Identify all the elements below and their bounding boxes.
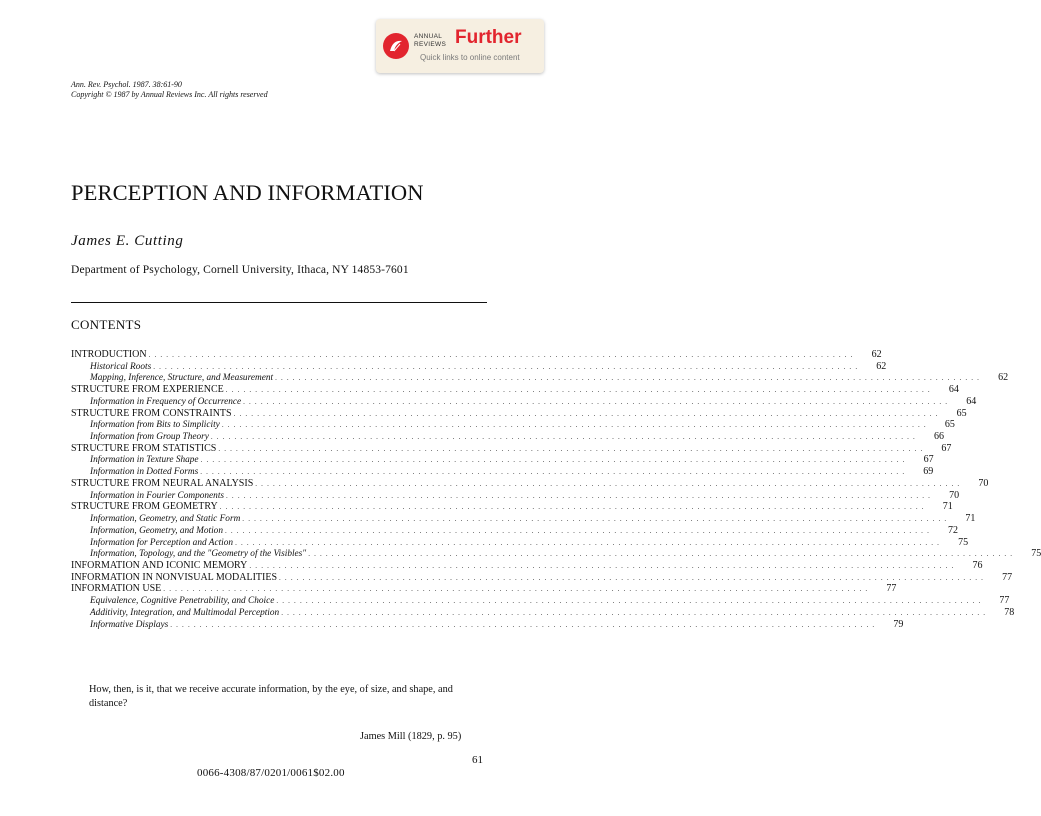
page-number: 61 xyxy=(472,754,483,766)
toc-page-number: 75 xyxy=(1031,548,1041,560)
toc-label: Information, Geometry, and Motion xyxy=(90,525,223,536)
toc-leader-dots: . . . . . . . . . . . . . . . . . . . . . . . . . . . . . . . . . . . . . . . . . . . . . . . . . . . . . . . . . . . . . . . . . . . . . . . . . . . . . . . . . . . . . . . . . . . . . . . . . . . . . . . . . . . . . . . . . . . . . . . . xyxy=(233,409,939,418)
toc-leader-dots: . . . . . . . . . . . . . . . . . . . . . . . . . . . . . . . . . . . . . . . . . . . . . . . . . . . . . . . . . . . . . . . . . . . . . . . . . . . . . . . . . . . . . . . . . . . . . . . . . . . . . . . . . . . . . . . . . . . . . . . . xyxy=(235,538,941,547)
toc-page-number: 64 xyxy=(948,384,959,396)
toc-label: Information from Bits to Simplicity xyxy=(90,420,220,431)
toc-page-number: 75 xyxy=(958,536,969,548)
toc-leader-dots: . . . . . . . . . . . . . . . . . . . . . . . . . . . . . . . . . . . . . . . . . . . . . . . . . . . . . . . . . . . . . . . . . . . . . . . . . . . . . . . . . . . . . . . . . . . . . . . . . . . . . . . . . . . . . . . . . . . . . . . . xyxy=(221,421,927,430)
toc-leader-dots: . . . . . . . . . . . . . . . . . . . . . . . . . . . . . . . . . . . . . . . . . . . . . . . . . . . . . . . . . . . . . . . . . . . . . . . . . . . . . . . . . . . . . . . . . . . . . . . . . . . . . . . . . . . . . . . . . . . . . . . . xyxy=(281,608,987,617)
toc-leader-dots: . . . . . . . . . . . . . . . . . . . . . . . . . . . . . . . . . . . . . . . . . . . . . . . . . . . . . . . . . . . . . . . . . . . . . . . . . . . . . . . . . . . . . . . . . . . . . . . . . . . . . . . . . . . . . . . . . . . . . . . . xyxy=(218,444,924,453)
toc-leader-dots: . . . . . . . . . . . . . . . . . . . . . . . . . . . . . . . . . . . . . . . . . . . . . . . . . . . . . . . . . . . . . . . . . . . . . . . . . . . . . . . . . . . . . . . . . . . . . . . . . . . . . . . . . . . . . . . . . . . . . . . . xyxy=(224,526,931,535)
author-name: James E. Cutting xyxy=(71,233,184,249)
toc-leader-dots: . . . . . . . . . . . . . . . . . . . . . . . . . . . . . . . . . . . . . . . . . . . . . . . . . . . . . . . . . . . . . . . . . . . . . . . . . . . . . . . . . . . . . . . . . . . . . . . . . . . . . . . . . . . . . . . . . . . . . . . . xyxy=(170,620,876,629)
citation-line-1: Ann. Rev. Psychol. 1987. 38:61-90 xyxy=(71,80,182,89)
toc-label: INFORMATION IN NONVISUAL MODALITIES xyxy=(71,571,278,583)
toc-subsection[interactable] xyxy=(71,536,969,549)
toc-leader-dots: . . . . . . . . . . . . . . . . . . . . . . . . . . . . . . . . . . . . . . . . . . . . . . . . . . . . . . . . . . . . . . . . . . . . . . . . . . . . . . . . . . . . . . . . . . . . . . . . . . . . . . . . . . . . . . . . . . . . . . . . xyxy=(243,397,949,406)
toc-label: Mapping, Inference, Structure, and Measurement xyxy=(90,373,274,384)
toc-page-number: 76 xyxy=(972,559,983,571)
epigraph-quote: How, then, is it, that we receive accurate information, by the eye, of size, and shape, and distance? xyxy=(89,684,453,709)
toc-page-number: 72 xyxy=(948,524,959,536)
toc-page-number: 70 xyxy=(949,489,960,501)
toc-section[interactable] xyxy=(71,384,959,396)
toc-subsection[interactable] xyxy=(71,618,904,631)
contents-heading: CONTENTS xyxy=(71,317,142,332)
toc-subsection[interactable] xyxy=(71,489,960,502)
annual-reviews-logo-icon xyxy=(383,33,409,59)
table-of-contents xyxy=(71,349,1041,630)
toc-label: Additivity, Integration, and Multimodal Perception xyxy=(90,607,280,618)
toc-page-number: 67 xyxy=(923,454,934,466)
toc-label: Historical Roots xyxy=(90,361,152,372)
toc-page-number: 67 xyxy=(941,442,952,454)
toc-subsection[interactable] xyxy=(71,548,1041,560)
toc-label: Information, Topology, and the "Geometry of the Visibles" xyxy=(90,549,307,560)
toc-label: Informative Displays xyxy=(90,619,169,630)
toc-page-number: 65 xyxy=(956,407,967,419)
toc-label: Information in Dotted Forms xyxy=(90,467,199,478)
toc-label: INTRODUCTION xyxy=(71,349,147,360)
toc-page-number: 71 xyxy=(942,501,953,513)
toc-leader-dots: . . . . . . . . . . . . . . . . . . . . . . . . . . . . . . . . . . . . . . . . . . . . . . . . . . . . . . . . . . . . . . . . . . . . . . . . . . . . . . . . . . . . . . . . . . . . . . . . . . . . . . . . . . . . . . . . . . . . . . . . xyxy=(200,456,906,465)
toc-page-number: 77 xyxy=(886,583,897,595)
article-title: PERCEPTION AND INFORMATION xyxy=(71,180,424,205)
divider xyxy=(71,302,487,303)
toc-page-number: 77 xyxy=(999,595,1010,607)
toc-page-number: 69 xyxy=(923,466,934,478)
toc-page-number: 79 xyxy=(893,618,904,630)
toc-page-number: 71 xyxy=(965,513,976,525)
toc-leader-dots: . . . . . . . . . . . . . . . . . . . . . . . . . . . . . . . . . . . . . . . . . . . . . . . . . . . . . . . . . . . . . . . . . . . . . . . . . . . . . . . . . . . . . . . . . . . . . . . . . . . . . . . . . . . . . . . . . . . . . . . . xyxy=(249,561,955,570)
toc-subsection[interactable] xyxy=(71,372,1009,384)
toc-subsection[interactable] xyxy=(71,595,1010,607)
toc-page-number: 70 xyxy=(978,477,989,489)
toc-label: Information in Fourier Components xyxy=(90,490,225,501)
toc-leader-dots: . . . . . . . . . . . . . . . . . . . . . . . . . . . . . . . . . . . . . . . . . . . . . . . . . . . . . . . . . . . . . . . . . . . . . . . . . . . . . . . . . . . . . . . . . . . . . . . . . . . . . . . . . . . . . . . . . . . . . . . . xyxy=(219,503,925,512)
toc-subsection[interactable] xyxy=(71,606,1015,619)
toc-label: Information, Geometry, and Static Form xyxy=(90,514,241,525)
toc-subsection[interactable] xyxy=(71,513,976,525)
toc-section[interactable] xyxy=(71,442,952,455)
author-affiliation: Department of Psychology, Cornell University, Ithaca, NY 14853-7601 xyxy=(71,264,409,276)
toc-leader-dots: . . . . . . . . . . . . . . . . . . . . . . . . . . . . . . . . . . . . . . . . . . . . . . . . . . . . . . . . . . . . . . . . . . . . . . . . . . . . . . . . . . . . . . . . . . . . . . . . . . . . . . . . . . . . . . . . . . . . . . . . xyxy=(225,386,931,395)
toc-label: Information in Frequency of Occurrence xyxy=(90,396,242,407)
toc-label: STRUCTURE FROM GEOMETRY xyxy=(71,501,218,513)
toc-leader-dots: . . . . . . . . . . . . . . . . . . . . . . . . . . . . . . . . . . . . . . . . . . . . . . . . . . . . . . . . . . . . . . . . . . . . . . . . . . . . . . . . . . . . . . . . . . . . . . . . . . . . . . . . . . . . . . . . . . . . . . . . xyxy=(210,433,916,442)
toc-leader-dots: . . . . . . . . . . . . . . . . . . . . . . . . . . . . . . . . . . . . . . . . . . . . . . . . . . . . . . . . . . . . . . . . . . . . . . . . . . . . . . . . . . . . . . . . . . . . . . . . . . . . . . . . . . . . . . . . . . . . . . . . xyxy=(163,585,869,594)
toc-page-number: 62 xyxy=(871,349,882,360)
toc-section[interactable] xyxy=(71,477,989,490)
toc-leader-dots: . . . . . . . . . . . . . . . . . . . . . . . . . . . . . . . . . . . . . . . . . . . . . . . . . . . . . . . . . . . . . . . . . . . . . . . . . . . . . . . . . . . . . . . . . . . . . . . . . . . . . . . . . . . . . . . . . . . . . . . . xyxy=(275,374,981,383)
toc-label: STRUCTURE FROM STATISTICS xyxy=(71,442,217,454)
toc-leader-dots: . . . . . . . . . . . . . . . . . . . . . . . . . . . . . . . . . . . . . . . . . . . . . . . . . . . . . . . . . . . . . . . . . . . . . . . . . . . . . . . . . . . . . . . . . . . . . . . . . . . . . . . . . . . . . . . . . . . . . . . . xyxy=(255,479,961,488)
toc-subsection[interactable] xyxy=(71,431,944,443)
toc-label: Equivalence, Cognitive Penetrability, and Choice xyxy=(90,596,275,607)
toc-leader-dots: . . . . . . . . . . . . . . . . . . . . . . . . . . . . . . . . . . . . . . . . . . . . . . . . . . . . . . . . . . . . . . . . . . . . . . . . . . . . . . . . . . . . . . . . . . . . . . . . . . . . . . . . . . . . . . . . . . . . . . . . xyxy=(242,515,948,524)
toc-subsection[interactable] xyxy=(71,419,955,431)
toc-label: INFORMATION USE xyxy=(71,583,162,595)
toc-section[interactable] xyxy=(71,407,967,420)
toc-page-number: 66 xyxy=(933,431,944,443)
toc-page-number: 65 xyxy=(944,419,955,431)
further-banner[interactable] xyxy=(376,19,544,73)
toc-label: STRUCTURE FROM EXPERIENCE xyxy=(71,384,224,396)
toc-section[interactable] xyxy=(71,583,897,595)
toc-section[interactable] xyxy=(71,501,953,513)
toc-subsection[interactable] xyxy=(71,395,977,408)
journal-citation xyxy=(71,80,268,100)
price-code: 0066-4308/87/0201/0061$02.00 xyxy=(197,767,345,779)
toc-label: Information from Group Theory xyxy=(90,432,209,443)
toc-section[interactable] xyxy=(71,571,1013,584)
toc-label: STRUCTURE FROM CONSTRAINTS xyxy=(71,407,232,419)
toc-label: STRUCTURE FROM NEURAL ANALYSIS xyxy=(71,477,254,489)
toc-leader-dots: . . . . . . . . . . . . . . . . . . . . . . . . . . . . . . . . . . . . . . . . . . . . . . . . . . . . . . . . . . . . . . . . . . . . . . . . . . . . . . . . . . . . . . . . . . . . . . . . . . . . . . . . . . . . . . . . . . . . . . . . xyxy=(226,491,932,500)
toc-page-number: 64 xyxy=(966,395,977,407)
toc-subsection[interactable] xyxy=(71,454,934,466)
toc-label: Information for Perception and Action xyxy=(90,537,234,548)
toc-label: Information in Texture Shape xyxy=(90,455,199,466)
publisher-name: ANNUAL REVIEWS xyxy=(414,33,447,48)
citation-line-2: Copyright © 1987 by Annual Reviews Inc. All rights reserved xyxy=(71,90,268,99)
toc-label: INFORMATION AND ICONIC MEMORY xyxy=(71,559,248,571)
toc-page-number: 62 xyxy=(998,372,1009,384)
toc-page-number: 78 xyxy=(1004,606,1015,618)
toc-leader-dots: . . . . . . . . . . . . . . . . . . . . . . . . . . . . . . . . . . . . . . . . . . . . . . . . . . . . . . . . . . . . . . . . . . . . . . . . . . . . . . . . . . . . . . . . . . . . . . . . . . . . . . . . . . . . . . . . . . . . . . . . xyxy=(153,362,859,371)
further-tagline: Quick links to online content xyxy=(420,53,520,62)
toc-subsection[interactable] xyxy=(71,524,959,537)
toc-leader-dots: . . . . . . . . . . . . . . . . . . . . . . . . . . . . . . . . . . . . . . . . . . . . . . . . . . . . . . . . . . . . . . . . . . . . . . . . . . . . . . . . . . . . . . . . . . . . . . . . . . . . . . . . . . . . . . . . . . . . . . . . xyxy=(279,573,985,582)
toc-subsection[interactable] xyxy=(71,466,934,478)
toc-section[interactable] xyxy=(71,559,983,572)
toc-page-number: 62 xyxy=(876,360,887,372)
epigraph-attribution: James Mill (1829, p. 95) xyxy=(360,731,462,742)
toc-leader-dots: . . . . . . . . . . . . . . . . . . . . . . . . . . . . . . . . . . . . . . . . . . . . . . . . . . . . . . . . . . . . . . . . . . . . . . . . . . . . . . . . . . . . . . . . . . . . . . . . . . . . . . . . . . . . . . . . . . . . . . . . xyxy=(276,597,982,606)
further-brand: Further xyxy=(455,27,522,48)
toc-page-number: 77 xyxy=(1002,571,1013,583)
toc-leader-dots: . . . . . . . . . . . . . . . . . . . . . . . . . . . . . . . . . . . . . . . . . . . . . . . . . . . . . . . . . . . . . . . . . . . . . . . . . . . . . . . . . . . . . . . . . . . . . . . . . . . . . . . . . . . . . . . . . . . . . . . . xyxy=(308,550,1014,559)
toc-leader-dots: . . . . . . . . . . . . . . . . . . . . . . . . . . . . . . . . . . . . . . . . . . . . . . . . . . . . . . . . . . . . . . . . . . . . . . . . . . . . . . . . . . . . . . . . . . . . . . . . . . . . . . . . . . . . . . . . . . . . . . . . xyxy=(200,468,906,477)
toc-leader-dots: . . . . . . . . . . . . . . . . . . . . . . . . . . . . . . . . . . . . . . . . . . . . . . . . . . . . . . . . . . . . . . . . . . . . . . . . . . . . . . . . . . . . . . . . . . . . . . . . . . . . . . . . . . . . . . . . . . . . . . . . xyxy=(148,351,854,359)
toc-section[interactable] xyxy=(71,349,882,361)
toc-subsection[interactable] xyxy=(71,360,887,373)
